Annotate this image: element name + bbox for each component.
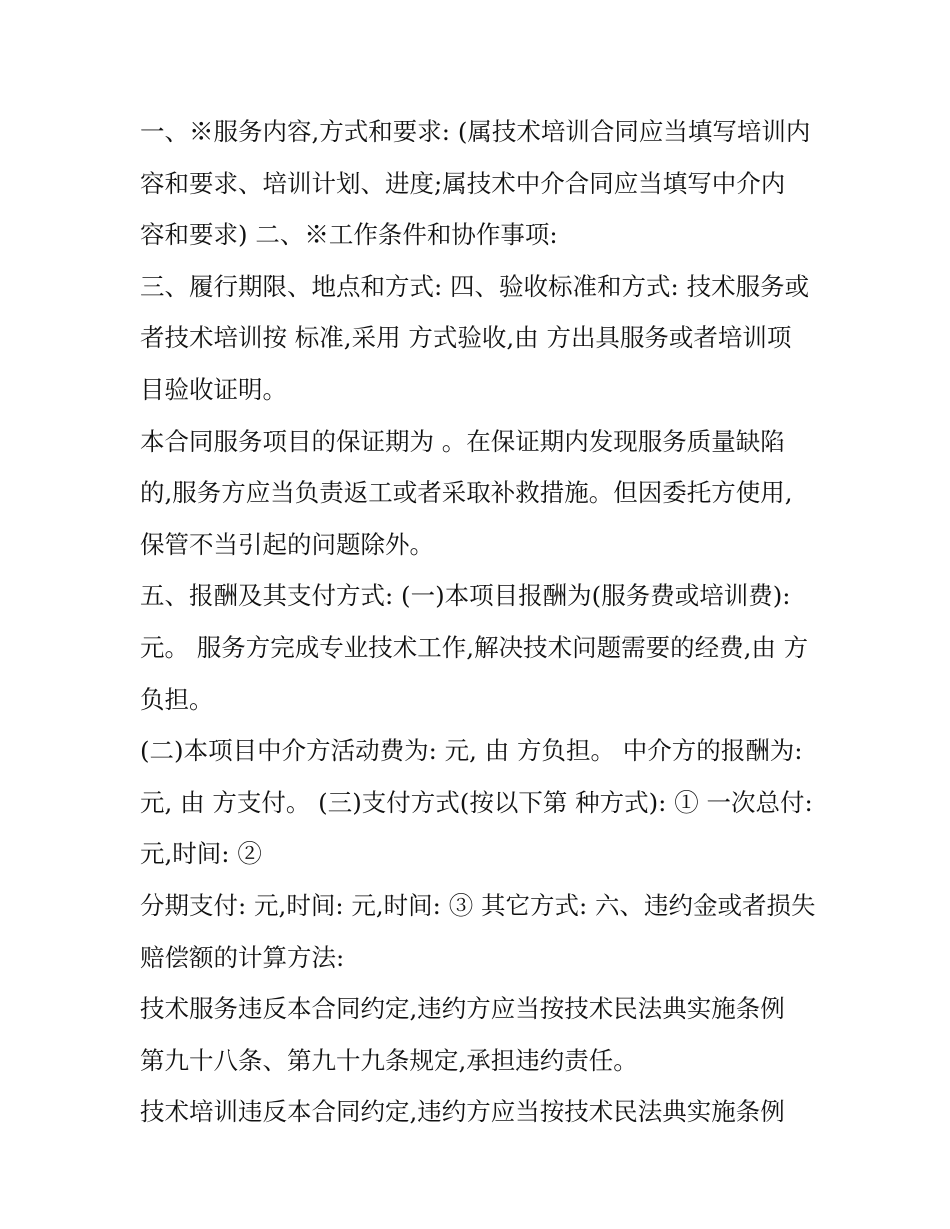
- text-line: 赔偿额的计算方法:: [140, 942, 345, 972]
- text-line: 负担。: [140, 684, 214, 714]
- text-line: (二)本项目中介方活动费为: 元, 由 方负担。 中介方的报酬为:: [140, 736, 803, 766]
- text-line: 者技术培训按 标准,采用 方式验收,由 方出具服务或者培训项: [140, 323, 792, 353]
- paragraph-service-content: [140, 106, 830, 261]
- text-line: 保管不当引起的问题除外。: [140, 529, 434, 559]
- paragraph-warranty-period: [140, 416, 830, 571]
- text-line: 一、※服务内容,方式和要求: (属技术培训合同应当填写培训内: [140, 117, 811, 146]
- text-line: 元。 服务方完成专业技术工作,解决技术问题需要的经费,由 方: [140, 632, 809, 662]
- paragraph-intermediary-fee: [140, 725, 830, 880]
- paragraph-service-breach: [140, 983, 830, 1086]
- text-line: 三、履行期限、地点和方式: 四、验收标准和方式: 技术服务或: [140, 271, 810, 301]
- text-line: 技术培训违反本合同约定,违约方应当按技术民法典实施条例: [140, 1097, 785, 1127]
- text-line: 技术服务违反本合同约定,违约方应当按技术民法典实施条例: [140, 994, 785, 1024]
- document-body: [140, 106, 830, 1138]
- paragraph-installment-payment: [140, 880, 830, 983]
- paragraph-training-breach: [140, 1086, 830, 1138]
- paragraph-remuneration: [140, 570, 830, 725]
- text-line: 第九十八条、第九十九条规定,承担违约责任。: [140, 1045, 638, 1075]
- text-line: 分期支付: 元,时间: 元,时间: ③ 其它方式: 六、违约金或者损失: [140, 890, 816, 920]
- text-line: 容和要求) 二、※工作条件和协作事项:: [140, 220, 558, 250]
- text-line: 目验收证明。: [140, 374, 287, 404]
- text-line: 五、报酬及其支付方式: (一)本项目报酬为(服务费或培训费):: [140, 581, 791, 611]
- text-line: 元, 由 方支付。 (三)支付方式(按以下第 种方式): ① 一次总付:: [140, 787, 813, 817]
- paragraph-performance-acceptance: [140, 261, 830, 416]
- text-line: 容和要求、培训计划、进度;属技术中介合同应当填写中介内: [140, 168, 786, 198]
- text-line: 元,时间: ②: [140, 839, 262, 869]
- text-line: 本合同服务项目的保证期为 。在保证期内发现服务质量缺陷: [140, 426, 785, 456]
- text-line: 的,服务方应当负责返工或者采取补救措施。但因委托方使用,: [140, 478, 793, 508]
